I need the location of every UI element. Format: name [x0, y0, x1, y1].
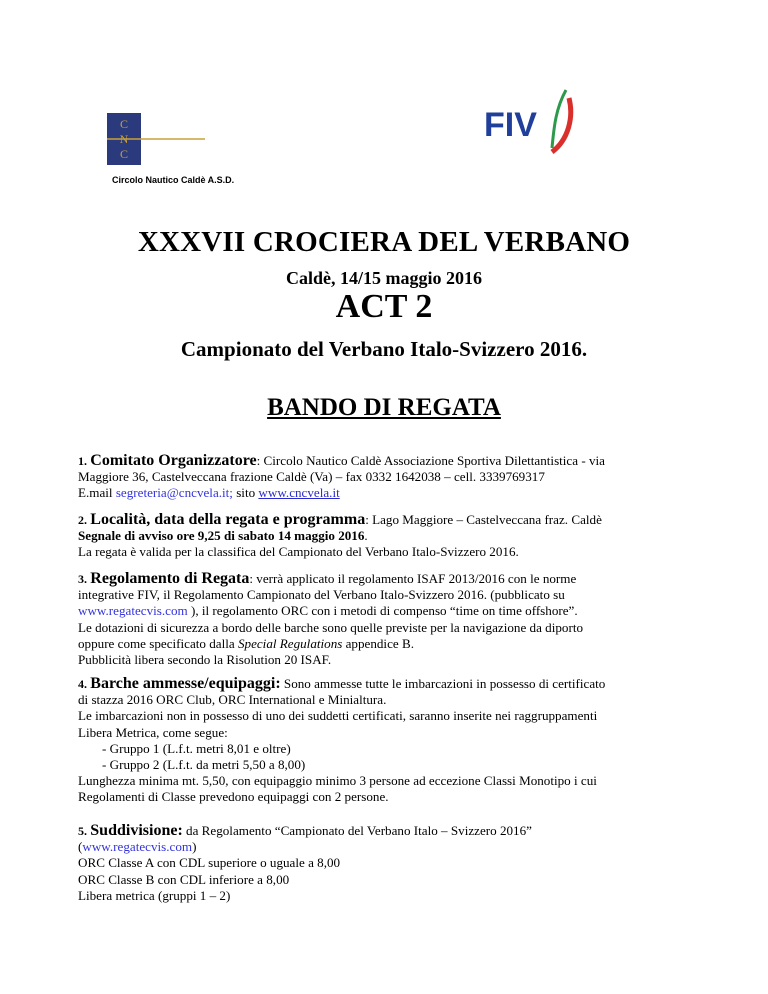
section-1-line-3 [78, 485, 728, 501]
section-3-line-2: integrative FIV, il Regolamento Campionato del Verbano Italo-Svizzero 2016. (pubblicato su [78, 587, 565, 603]
section-3-line-5 [78, 636, 728, 652]
section-1-line-1 [78, 453, 728, 469]
section-3-line-4: Le dotazioni di sicurezza a bordo delle barche sono quelle previste per la navigazione da diporto [78, 619, 583, 635]
fiv-logo [470, 88, 590, 160]
section-4-line-8: Regolamenti di Classe prevedono equipaggi con 2 persone. [78, 789, 389, 805]
cnc-burgee-logo [106, 112, 206, 166]
fiv-logo-text: FIV [484, 106, 537, 144]
section-2-line-1 [78, 512, 728, 528]
section-5-text-1: da Regolamento “Campionato del Verbano Italo – Svizzero 2016” [182, 823, 532, 838]
section-3-number: 3. [78, 572, 87, 586]
section-2-line-2 [78, 528, 728, 544]
section-4-line-1 [78, 676, 728, 692]
section-1-number: 1. [78, 454, 87, 468]
regatecvis-link-2[interactable]: www.regatecvis.com [82, 839, 193, 855]
section-5-line-2 [78, 839, 728, 855]
warning-signal-end: . [364, 528, 368, 544]
email-link[interactable]: segreteria@cncvela.it; [115, 485, 233, 501]
section-4-number: 4. [78, 677, 87, 691]
section-3-line-3 [78, 603, 728, 619]
cnc-letter-c1: C [119, 117, 129, 131]
warning-signal-text: Segnale di avviso ore 9,25 di sabato 14 maggio 2016 [78, 528, 365, 544]
section-5-line-5: Libera metrica (gruppi 1 – 2) [78, 887, 231, 903]
section-5-number: 5. [78, 824, 87, 838]
paren-close: ) [192, 839, 197, 855]
section-3-line-6: Pubblicità libera secondo la Risolution 20 ISAF. [78, 652, 332, 668]
section-1-line-2: Maggiore 36, Castelveccana frazione Caldè (Va) – fax 0332 1642038 – cell. 3339769317 [78, 469, 545, 485]
group-2-item: - Gruppo 2 (L.f.t. da metri 5,50 a 8,00) [102, 757, 306, 773]
championship-title: Campionato del Verbano Italo-Svizzero 2016. [180, 337, 588, 361]
event-title: XXXVII CROCIERA DEL VERBANO [137, 226, 631, 258]
section-1-text-1: : Circolo Nautico Caldè Associazione Sportiva Dilettantistica - via [256, 453, 605, 468]
email-label: E.mail [78, 485, 116, 501]
section-3-rules [78, 571, 728, 668]
section-5-line-3: ORC Classe A con CDL superiore o uguale a 8,00 [78, 855, 341, 871]
section-4-line-7: Lunghezza minima mt. 5,50, con equipaggio minimo 3 persone ad eccezione Classi Monotipo i cui [78, 773, 597, 789]
regatecvis-link-1[interactable]: www.regatecvis.com [78, 603, 188, 619]
special-regulations-text: Special Regulations [237, 635, 343, 651]
section-3-heading: Regolamento di Regata [90, 570, 250, 587]
section-5-division [78, 823, 728, 904]
section-1-heading: Comitato Organizzatore [90, 452, 257, 469]
bando-title: BANDO DI REGATA [267, 394, 501, 421]
section-4-text-1: Sono ammesse tutte le imbarcazioni in possesso di certificato [280, 676, 606, 691]
cncvela-link[interactable]: www.cncvela.it [258, 485, 340, 501]
section-2-number: 2. [78, 513, 87, 527]
section-3-line-1 [78, 571, 728, 587]
group-1-item: - Gruppo 1 (L.f.t. metri 8,01 e oltre) [102, 740, 291, 756]
section-2-text-1: : Lago Maggiore – Castelveccana fraz. Caldè [365, 512, 602, 527]
cnc-letter-c2: C [119, 147, 129, 161]
cnc-letter-n: N [119, 132, 129, 146]
section-4-line-2: di stazza 2016 ORC Club, ORC International e Minialtura. [78, 692, 387, 708]
cnc-logo-caption: Circolo Nautico Caldè A.S.D. [112, 175, 235, 185]
section-5-line-1 [78, 823, 728, 839]
act-title: ACT 2 [335, 288, 433, 325]
section-5-heading: Suddivisione: [90, 822, 183, 839]
section-2-location-program [78, 512, 728, 561]
paren-open: ( [78, 839, 83, 855]
section-3-text-5b: appendice B. [342, 635, 414, 651]
section-4-line-3: Le imbarcazioni non in possesso di uno dei suddetti certificati, saranno inserite nei raggruppamenti [78, 708, 598, 724]
section-3-text-3: ), il regolamento ORC con i metodi di compenso “time on time offshore”. [187, 603, 578, 619]
section-3-text-5a: oppure come specificato dalla [78, 635, 238, 651]
section-2-line-3: La regata è valida per la classifica del Campionato del Verbano Italo-Svizzero 2016. [78, 544, 519, 560]
section-1-organizing-committee [78, 453, 728, 502]
section-5-line-4: ORC Classe B con CDL inferiore a 8,00 [78, 871, 290, 887]
section-3-text-1: : verrà applicato il regolamento ISAF 2013/2016 con le norme [249, 571, 577, 586]
section-4-boats-crew [78, 676, 728, 806]
site-label: sito [232, 485, 259, 501]
section-4-heading: Barche ammesse/equipaggi: [90, 675, 281, 692]
event-date: Caldè, 14/15 maggio 2016 [286, 268, 482, 288]
section-4-line-4: Libera Metrica, come segue: [78, 724, 228, 740]
section-2-heading: Località, data della regata e programma [90, 511, 366, 528]
